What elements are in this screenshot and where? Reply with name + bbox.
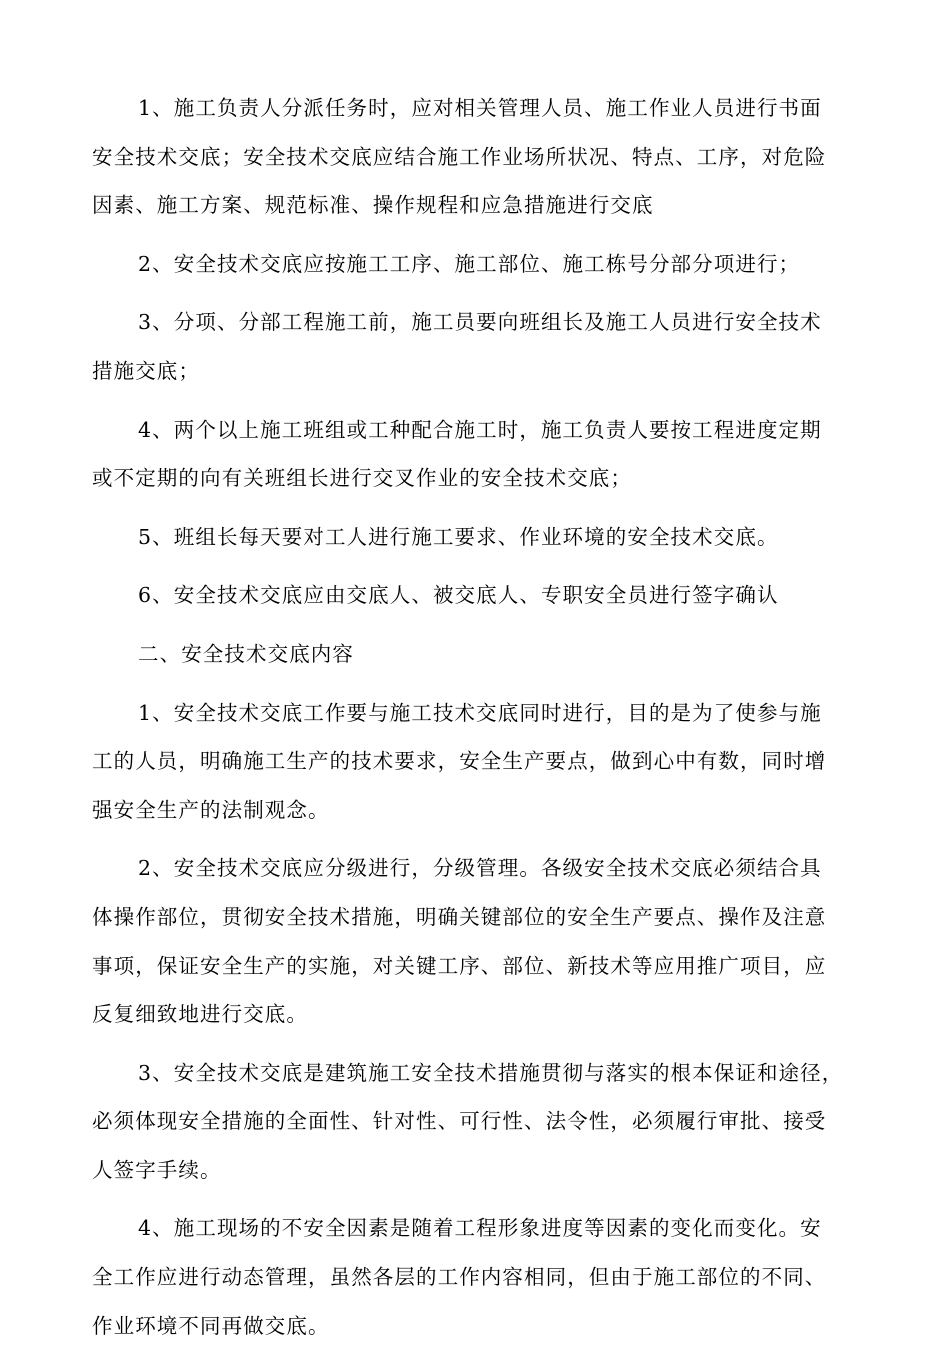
paragraph-6 xyxy=(92,571,872,620)
text-line: 6、安全技术交底应由交底人、被交底人、专职安全员进行签字确认 xyxy=(138,583,779,608)
text-line: 体操作部位，贯彻安全技术措施，明确关键部位的安全生产要点、操作及注意 xyxy=(92,904,827,929)
paragraph-5 xyxy=(92,513,872,562)
document-page xyxy=(92,84,872,1360)
paragraph-2 xyxy=(92,240,872,289)
text-line: 2、安全技术交底应按施工工序、施工部位、施工栋号分部分项进行； xyxy=(138,251,801,276)
paragraph-4 xyxy=(92,406,872,503)
text-line: 工的人员，明确施工生产的技术要求，安全生产要点，做到心中有数，同时增 xyxy=(92,749,827,774)
text-line: 4、两个以上施工班组或工种配合施工时，施工负责人要按工程进度定期 xyxy=(138,417,822,442)
text-line: 3、分项、分部工程施工前，施工员要向班组长及施工人员进行安全技术 xyxy=(138,310,822,335)
text-line: 5、班组长每天要对工人进行施工要求、作业环境的安全技术交底。 xyxy=(138,524,779,549)
text-line: 人签字手续。 xyxy=(92,1157,222,1182)
text-line: 4、施工现场的不安全因素是随着工程形象进度等因素的变化而变化。安 xyxy=(138,1216,822,1241)
paragraph-3 xyxy=(92,298,872,395)
text-line: 强安全生产的法制观念。 xyxy=(92,797,330,822)
paragraph-11 xyxy=(92,1204,872,1350)
text-line: 措施交底； xyxy=(92,358,200,383)
section-heading xyxy=(92,630,872,679)
text-line: 反复细致地进行交底。 xyxy=(92,1002,308,1027)
text-line: 或不定期的向有关班组长进行交叉作业的安全技术交底； xyxy=(92,466,632,491)
text-line: 3、安全技术交底是建筑施工安全技术措施贯彻与落实的根本保证和途径， xyxy=(138,1060,844,1085)
text-line: 作业环境不同再做交底。 xyxy=(92,1313,330,1338)
text-line: 全工作应进行动态管理，虽然各层的工作内容相同，但由于施工部位的不同、 xyxy=(92,1265,827,1290)
paragraph-1 xyxy=(92,84,872,230)
paragraph-8 xyxy=(92,689,872,835)
text-line: 事项，保证安全生产的实施，对关键工序、部位、新技术等应用推广项目，应 xyxy=(92,953,827,978)
text-line: 2、安全技术交底应分级进行，分级管理。各级安全技术交底必须结合具 xyxy=(138,856,822,881)
section-title: 二、安全技术交底内容 xyxy=(138,641,354,666)
text-line: 1、安全技术交底工作要与施工技术交底同时进行，目的是为了使参与施 xyxy=(138,700,822,725)
paragraph-9 xyxy=(92,844,872,1038)
text-line: 因素、施工方案、规范标准、操作规程和应急措施进行交底 xyxy=(92,193,654,218)
text-line: 1、施工负责人分派任务时，应对相关管理人员、施工作业人员进行书面 xyxy=(138,96,822,120)
text-line: 安全技术交底；安全技术交底应结合施工作业场所状况、特点、工序，对危险 xyxy=(92,144,827,169)
paragraph-10 xyxy=(92,1049,872,1195)
text-line: 必须体现安全措施的全面性、针对性、可行性、法令性，必须履行审批、接受 xyxy=(92,1109,827,1134)
